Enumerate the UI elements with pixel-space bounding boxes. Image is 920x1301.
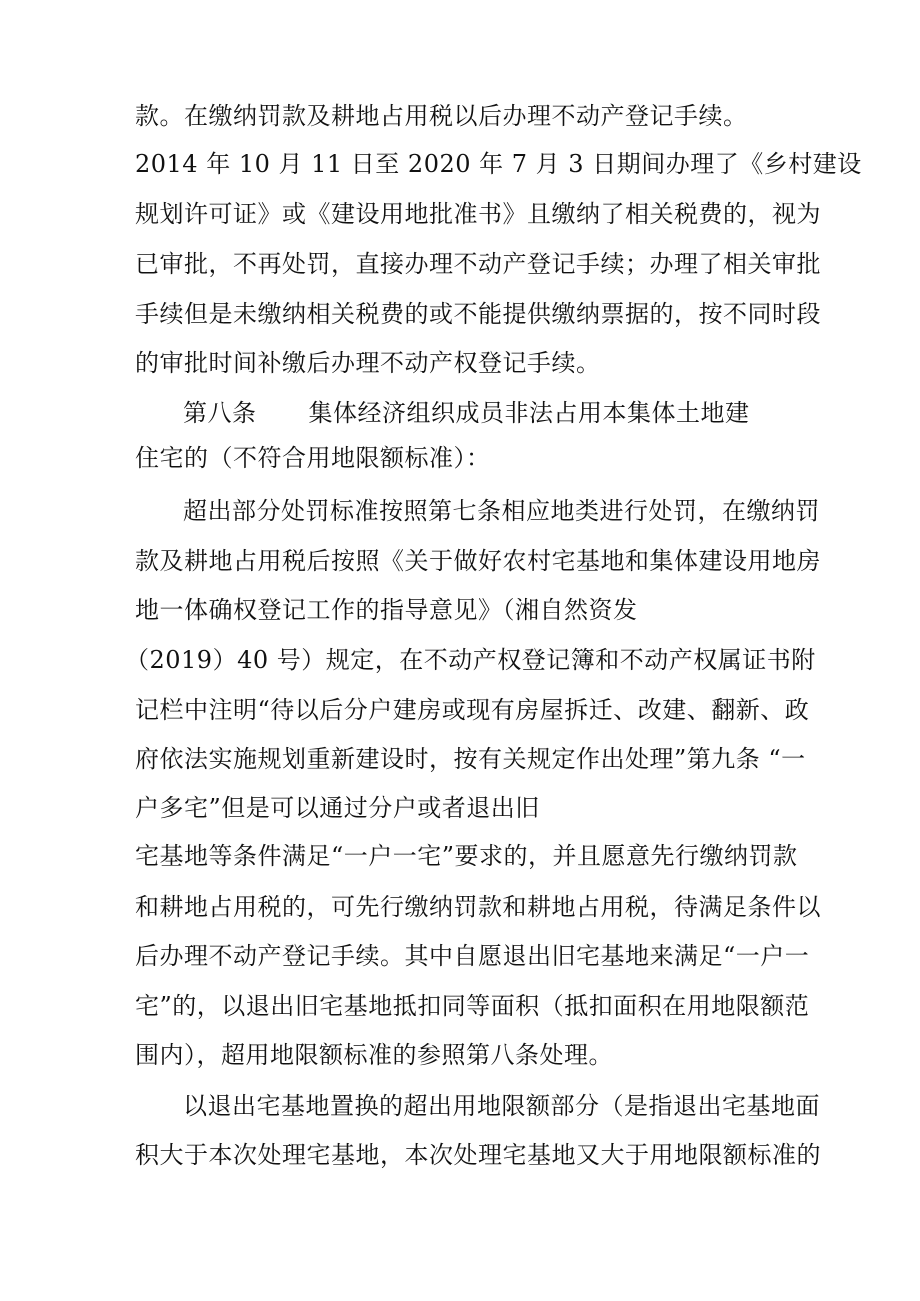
body-text-line: 规划许可证》或《建设用地批准书》且缴纳了相关税费的，视为 — [135, 200, 821, 228]
body-text-line: 宅”的，以退出旧宅基地抵扣同等面积（抵扣面积在用地限额范 — [135, 992, 810, 1020]
article-label: 第八条 — [183, 399, 257, 427]
body-text-line: 宅基地等条件满足“一户一宅”要求的，并且愿意先行缴纳罚款 — [135, 842, 798, 870]
body-text-line: 款及耕地占用税后按照《关于做好农村宅基地和集体建设用地房 — [135, 547, 821, 575]
body-text-line: 2014 年 10 月 11 日至 2020 年 7 月 3 日期间办理了《乡村建设 — [135, 150, 862, 178]
body-text-line: 围内），超用地限额标准的参照第八条处理。 — [135, 1041, 613, 1069]
body-text-line: 户多宅”但是可以通过分户或者退出旧 — [135, 794, 540, 822]
body-text-line: 款。在缴纳罚款及耕地占用税以后办理不动产登记手续。 — [135, 102, 748, 130]
body-text-line: 手续但是未缴纳相关税费的或不能提供缴纳票据的，按不同时段 — [135, 300, 821, 328]
body-text-line: 记栏中注明“待以后分户建房或现有房屋拆迁、改建、翻新、政 — [135, 696, 810, 724]
body-text-line: 已审批，不再处罚，直接办理不动产登记手续；办理了相关审批 — [135, 250, 821, 278]
body-text-line: 后办理不动产登记手续。其中自愿退出旧宅基地来满足“一户一 — [135, 942, 810, 970]
body-text-line: 府依法实施规划重新建设时，按有关规定作出处理”第九条 “一 — [135, 745, 806, 773]
body-text-line: 积大于本次处理宅基地，本次处理宅基地又大于用地限额标准的 — [135, 1141, 821, 1169]
body-text-line: 的审批时间补缴后办理不动产权登记手续。 — [135, 349, 601, 377]
body-text-line: 地一体确权登记工作的指导意见》（湘自然资发 — [135, 596, 638, 624]
body-text-line: 住宅的（不符合用地限额标准）： — [135, 444, 491, 472]
article-heading-text: 集体经济组织成员非法占用本集体土地建 — [308, 399, 750, 427]
article-heading — [183, 389, 750, 437]
body-text-line: （2019）40 号）规定，在不动产权登记簿和不动产权属证书附 — [125, 646, 816, 674]
body-text-line: 和耕地占用税的，可先行缴纳罚款和耕地占用税，待满足条件以 — [135, 893, 821, 921]
body-text-line: 超出部分处罚标准按照第七条相应地类进行处罚，在缴纳罚 — [183, 497, 820, 525]
body-text-line: 以退出宅基地置换的超出用地限额部分（是指退出宅基地面 — [183, 1092, 820, 1120]
